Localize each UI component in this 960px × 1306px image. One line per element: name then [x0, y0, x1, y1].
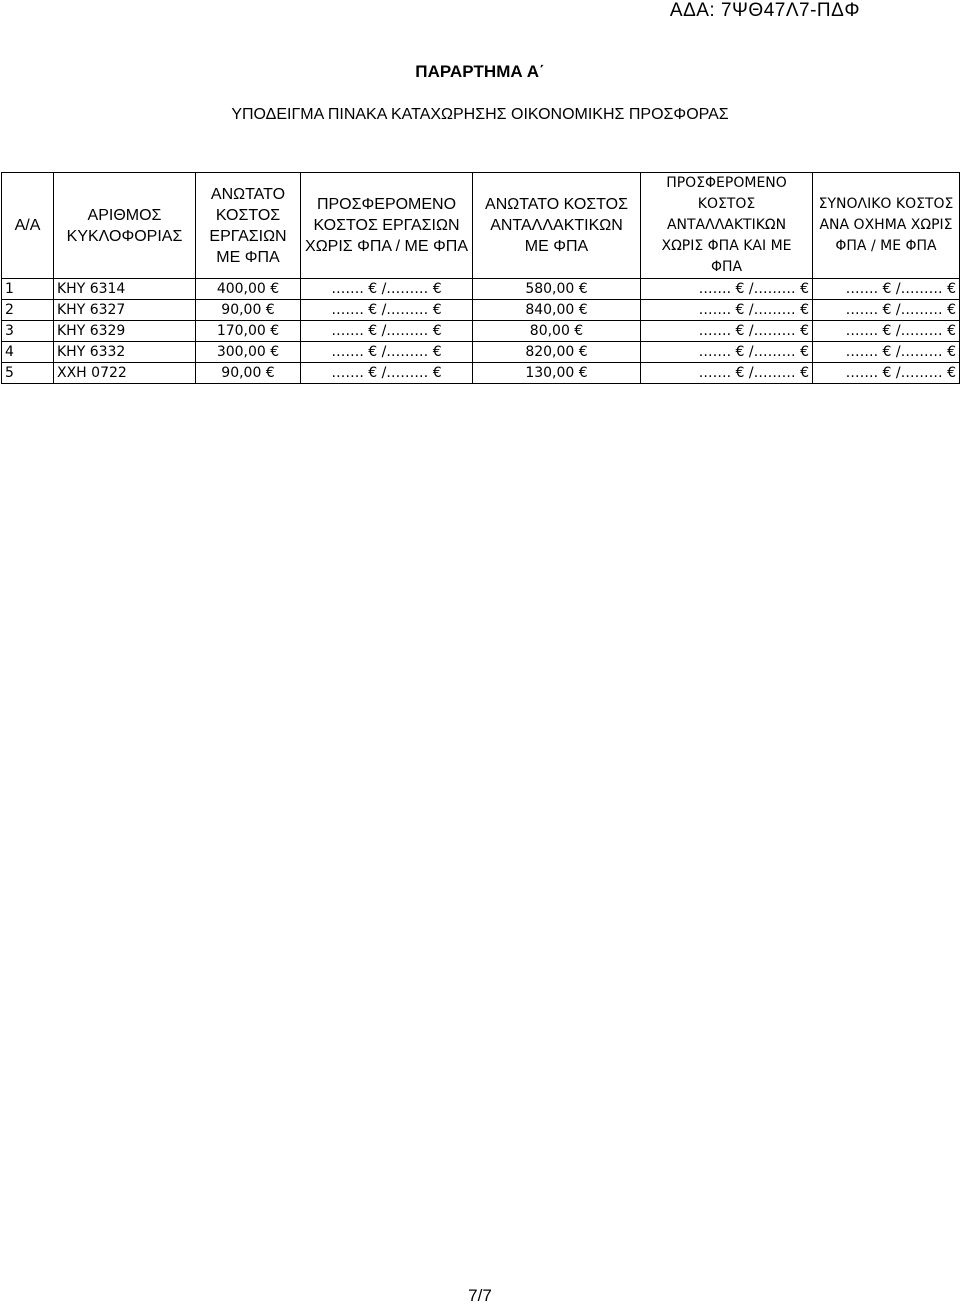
annex-title: ΠΑΡΑΡΤΗΜΑ Α΄ — [415, 62, 545, 81]
financial-offer-table — [1, 172, 960, 384]
cell-plate: ΚΗΥ 6314 — [54, 279, 196, 300]
page-number: 7/7 — [468, 1286, 492, 1305]
cell-plate: ΚΗΥ 6329 — [54, 321, 196, 342]
cell-max-parts: 820,00 € — [473, 342, 641, 363]
cell-total: ……. € /……… € — [813, 342, 960, 363]
cell-max-parts: 130,00 € — [473, 363, 641, 384]
col-header-plate: ΑΡΙΘΜΟΣ ΚΥΚΛΟΦΟΡΙΑΣ — [54, 173, 196, 279]
cell-total: ……. € /……… € — [813, 279, 960, 300]
cell-plate: ΚΗΥ 6332 — [54, 342, 196, 363]
col-header-total: ΣΥΝΟΛΙΚΟ ΚΟΣΤΟΣ ΑΝΑ ΟΧΗΜΑ ΧΩΡΙΣ ΦΠΑ / ΜΕ ΦΠΑ — [813, 173, 960, 279]
table-row — [2, 300, 960, 321]
table-row — [2, 342, 960, 363]
cell-offered-labor: ……. € /……… € — [301, 300, 473, 321]
cell-offered-labor: ……. € /……… € — [301, 342, 473, 363]
cell-max-parts: 840,00 € — [473, 300, 641, 321]
cell-offered-labor: ……. € /……… € — [301, 321, 473, 342]
ada-code: ΑΔΑ: 7ΨΘ47Λ7-ΠΔΦ — [669, 0, 860, 21]
cell-total: ……. € /……… € — [813, 300, 960, 321]
cell-max-labor: 170,00 € — [196, 321, 301, 342]
cell-aa: 2 — [2, 300, 54, 321]
cell-max-labor: 400,00 € — [196, 279, 301, 300]
cell-aa: 1 — [2, 279, 54, 300]
cell-aa: 5 — [2, 363, 54, 384]
cell-offered-parts: ……. € /……… € — [641, 321, 813, 342]
cell-max-labor: 90,00 € — [196, 363, 301, 384]
col-header-max-parts: ΑΝΩΤΑΤΟ ΚΟΣΤΟΣ ΑΝΤΑΛΛΑΚΤΙΚΩΝ ΜΕ ΦΠΑ — [473, 173, 641, 279]
col-header-offered-parts: ΠΡΟΣΦΕΡΟΜΕΝΟ ΚΟΣΤΟΣ ΑΝΤΑΛΛΑΚΤΙΚΩΝ ΧΩΡΙΣ ΦΠΑ ΚΑΙ ΜΕ ΦΠΑ — [641, 173, 813, 279]
cell-total: ……. € /……… € — [813, 363, 960, 384]
cell-max-parts: 80,00 € — [473, 321, 641, 342]
col-header-aa: Α/Α — [2, 173, 54, 279]
col-header-max-labor: ΑΝΩΤΑΤΟ ΚΟΣΤΟΣ ΕΡΓΑΣΙΩΝ ΜΕ ΦΠΑ — [196, 173, 301, 279]
cell-plate: ΚΗΥ 6327 — [54, 300, 196, 321]
cell-offered-parts: ……. € /……… € — [641, 279, 813, 300]
cell-offered-parts: ……. € /……… € — [641, 300, 813, 321]
col-header-offered-labor: ΠΡΟΣΦΕΡΟΜΕΝΟ ΚΟΣΤΟΣ ΕΡΓΑΣΙΩΝ ΧΩΡΙΣ ΦΠΑ / ΜΕ ΦΠΑ — [301, 173, 473, 279]
cell-aa: 4 — [2, 342, 54, 363]
table-header-row — [2, 173, 960, 279]
cell-max-parts: 580,00 € — [473, 279, 641, 300]
cell-offered-labor: ……. € /……… € — [301, 279, 473, 300]
cell-offered-parts: ……. € /……… € — [641, 363, 813, 384]
table-row — [2, 321, 960, 342]
table-row — [2, 279, 960, 300]
cell-offered-labor: ……. € /……… € — [301, 363, 473, 384]
table-row — [2, 363, 960, 384]
cell-max-labor: 90,00 € — [196, 300, 301, 321]
document-subtitle: ΥΠΟΔΕΙΓΜΑ ΠΙΝΑΚΑ ΚΑΤΑΧΩΡΗΣΗΣ ΟΙΚΟΝΟΜΙΚΗΣ ΠΡΟΣΦΟΡΑΣ — [231, 106, 729, 123]
cell-max-labor: 300,00 € — [196, 342, 301, 363]
cell-total: ……. € /……… € — [813, 321, 960, 342]
cell-plate: ΧΧΗ 0722 — [54, 363, 196, 384]
cell-aa: 3 — [2, 321, 54, 342]
cell-offered-parts: ……. € /……… € — [641, 342, 813, 363]
